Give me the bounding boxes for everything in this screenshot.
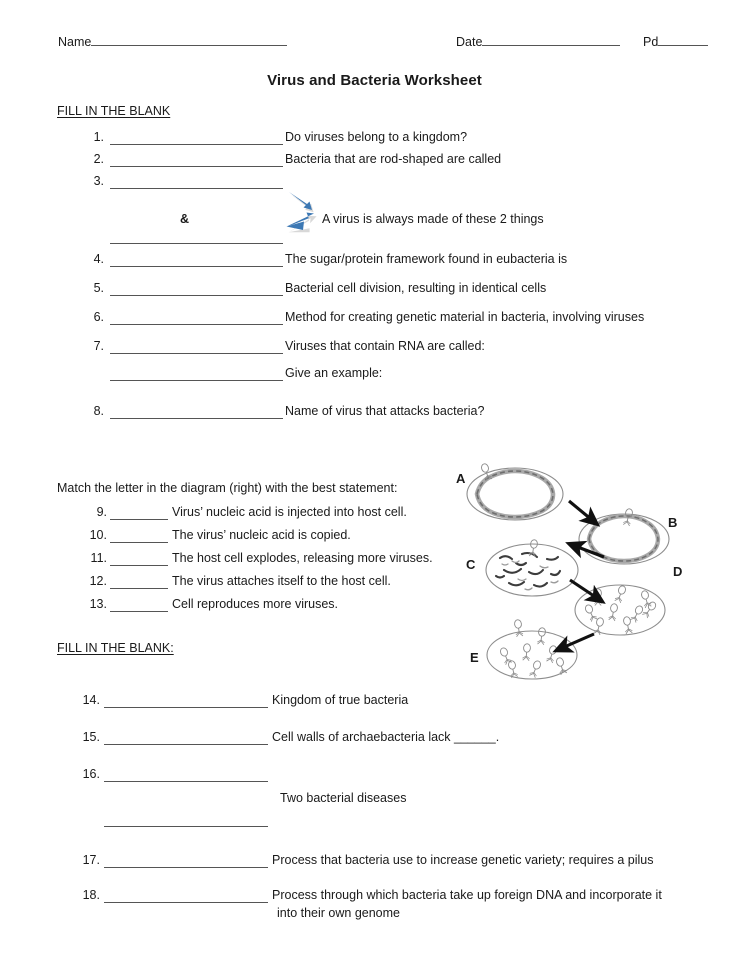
answer-blank[interactable] bbox=[104, 744, 268, 745]
date-field-group bbox=[456, 33, 620, 49]
question-text: Cell reproduces more viruses. bbox=[172, 597, 339, 611]
answer-blank[interactable] bbox=[104, 867, 268, 868]
name-label: Name bbox=[58, 34, 92, 49]
pd-blank[interactable] bbox=[658, 33, 708, 46]
diagram-cell-e bbox=[487, 619, 577, 679]
answer-blank[interactable] bbox=[110, 295, 283, 296]
answer-blank[interactable] bbox=[110, 166, 283, 167]
question-text: Kingdom of true bacteria bbox=[272, 693, 409, 707]
question-text: The host cell explodes, releasing more viruses. bbox=[172, 551, 433, 565]
question-text: The sugar/protein framework found in eubacteria is bbox=[285, 252, 568, 266]
question-number: 18. bbox=[82, 888, 100, 902]
question-text-continued: into their own genome bbox=[277, 906, 400, 920]
question-text: Give an example: bbox=[285, 366, 383, 380]
question-text: Bacterial cell division, resulting in identical cells bbox=[285, 281, 547, 295]
question-number: 9. bbox=[96, 505, 107, 519]
answer-blank[interactable] bbox=[110, 353, 283, 354]
answer-blank[interactable] bbox=[110, 144, 283, 145]
question-text: Process that bacteria use to increase genetic variety; requires a pilus bbox=[272, 853, 654, 867]
answer-blank[interactable] bbox=[104, 902, 268, 903]
question-number: 5. bbox=[93, 281, 104, 295]
match-instructions: Match the letter in the diagram (right) with the best statement: bbox=[57, 481, 398, 495]
pd-label: Pd bbox=[643, 34, 659, 49]
question-text: Process through which bacteria take up foreign DNA and incorporate it bbox=[272, 888, 662, 902]
question-number: 13. bbox=[89, 597, 107, 611]
answer-blank[interactable] bbox=[110, 519, 168, 520]
question-number: 14. bbox=[82, 693, 100, 707]
question-text: Cell walls of archaebacteria lack ______. bbox=[272, 730, 500, 744]
question-number: 4. bbox=[93, 252, 104, 266]
question-number: 1. bbox=[93, 130, 104, 144]
answer-blank[interactable] bbox=[110, 418, 283, 419]
page-title: Virus and Bacteria Worksheet bbox=[267, 72, 482, 89]
lytic-cycle-svg bbox=[452, 462, 702, 687]
date-blank[interactable] bbox=[482, 33, 620, 46]
diagram-cell-b bbox=[579, 508, 669, 564]
answer-blank[interactable] bbox=[104, 826, 268, 827]
pd-field-group bbox=[643, 33, 708, 49]
question-text: Bacteria that are rod-shaped are called bbox=[285, 152, 502, 166]
question-number: 6. bbox=[93, 310, 104, 324]
question-text: Name of virus that attacks bacteria? bbox=[285, 404, 485, 418]
answer-blank[interactable] bbox=[110, 565, 168, 566]
answer-blank[interactable] bbox=[110, 243, 283, 244]
answer-blank[interactable] bbox=[110, 611, 168, 612]
name-blank[interactable] bbox=[91, 33, 287, 46]
answer-blank[interactable] bbox=[110, 266, 283, 267]
question-text: Two bacterial diseases bbox=[280, 791, 407, 805]
question-number: 10. bbox=[89, 528, 107, 542]
diagram-label-b: B bbox=[668, 515, 678, 530]
question-text: The virus’ nucleic acid is copied. bbox=[172, 528, 351, 542]
answer-blank[interactable] bbox=[110, 542, 168, 543]
question-text: Do viruses belong to a kingdom? bbox=[285, 130, 468, 144]
question-number: 12. bbox=[89, 574, 107, 588]
name-field-group bbox=[58, 33, 287, 49]
answer-blank[interactable] bbox=[104, 781, 268, 782]
bacteriophage-lytic-cycle-diagram bbox=[452, 462, 702, 687]
answer-blank[interactable] bbox=[110, 588, 168, 589]
answer-blank[interactable] bbox=[110, 380, 283, 381]
diagram-label-d: D bbox=[673, 564, 683, 579]
question-number: 2. bbox=[93, 152, 104, 166]
answer-blank[interactable] bbox=[110, 188, 283, 189]
question-text: The virus attaches itself to the host cell. bbox=[172, 574, 391, 588]
question-number: 15. bbox=[82, 730, 100, 744]
answer-blank[interactable] bbox=[104, 707, 268, 708]
question-number: 17. bbox=[82, 853, 100, 867]
question-number: 3. bbox=[93, 174, 104, 188]
date-label: Date bbox=[456, 34, 483, 49]
diagram-cell-a bbox=[467, 463, 563, 520]
question-text: Method for creating genetic material in bacteria, involving viruses bbox=[285, 310, 645, 324]
question-text: Viruses that contain RNA are called: bbox=[285, 339, 485, 353]
question-text: Virus’ nucleic acid is injected into host cell. bbox=[172, 505, 407, 519]
section-label-fill-in-blank-1: FILL IN THE BLANK bbox=[57, 104, 171, 118]
question-number: 8. bbox=[93, 404, 104, 418]
question-number: 16. bbox=[82, 767, 100, 781]
section-label-fill-in-blank-2: FILL IN THE BLANK: bbox=[57, 641, 174, 655]
diagram-cell-c bbox=[486, 539, 578, 596]
diagram-label-a: A bbox=[456, 471, 466, 486]
diagram-label-e: E bbox=[470, 650, 479, 665]
question-number: 11. bbox=[90, 551, 107, 565]
answer-blank[interactable] bbox=[110, 324, 283, 325]
diagram-label-c: C bbox=[466, 557, 476, 572]
question-number: 7. bbox=[93, 339, 104, 353]
ampersand-symbol: & bbox=[180, 212, 190, 226]
virus-note-text: A virus is always made of these 2 things bbox=[322, 212, 544, 226]
